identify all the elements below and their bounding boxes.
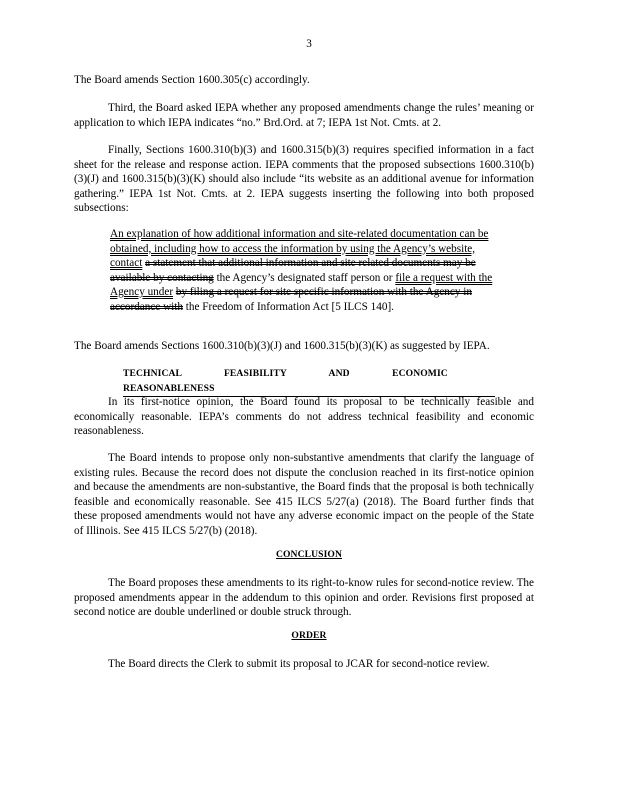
quote-inserted-text-2: file a request with the Agency under xyxy=(110,271,493,299)
paragraph-fact-sheet: Finally, Sections 1600.310(b)(3) and 1600.315(b)(3) requires specified information in a fact sheet for the release and response action. IEPA comments that the proposed subsections 1600.310(b)(3)(J) and 1600.315(b)(3)(K) should also include “its website as an additional avenue for information gathering.” IEPA 1st Not. Cmts. at 2. IEPA suggests inserting the following into both proposed subsections: xyxy=(74,144,534,215)
paragraph-first-notice: In its first-notice opinion, the Board found its proposal to be technically feasible and economically reasonable. IEPA’s comments do not address technical feasibility and economic reasonableness. xyxy=(74,396,534,438)
heading-technical-feasibility: TECHNICAL FEASIBILITY AND ECONOMIC REASONABLENESS xyxy=(0,367,618,397)
proposed-amendment-quote xyxy=(110,227,502,315)
paragraph-conclusion: The Board proposes these amendments to its right-to-know rules for second-notice review. The proposed amendments appear in the addendum to this opinion and order. Revisions first proposed at second notice are double underlined or double struck through. xyxy=(74,577,534,619)
heading-conclusion: CONCLUSION xyxy=(275,549,343,560)
quote-plain-text-1: the Agency’s designated staff person or xyxy=(216,271,393,284)
paragraph-amends-sections: The Board amends Sections 1600.310(b)(3)(J) and 1600.315(b)(3)(K) as suggested by IEPA. xyxy=(74,340,490,352)
quote-struck-text-1: a statement that additional information and site related documents may be available by contacting xyxy=(110,257,476,284)
paragraph-section-305: The Board amends Section 1600.305(c) accordingly. xyxy=(74,74,310,86)
paragraph-non-substantive: The Board intends to propose only non-substantive amendments that clarify the language of existing rules. Because the record does not dispute the conclusion reached in its first-notice opinion and because the amendments are non-substantive, the Board finds that the proposal is both technically feasible and economically reasonable. See 415 ILCS 5/27(a) (2018). The Board further finds that these proposed amendments would not have any adverse economic impact on the people of the State of Illinois. See 415 ILCS 5/27(b) (2018). xyxy=(74,452,534,537)
paragraph-order: The Board directs the Clerk to submit its proposal to JCAR for second-notice review. xyxy=(108,658,490,670)
quote-inserted-text-1: An explanation of how additional information and site-related documentation can be obtained, including how to access the information by using the Agency’s website, contact xyxy=(110,228,489,270)
quote-struck-text-2: by filing a request for site specific information with the Agency in accordance with xyxy=(110,286,472,313)
paragraph-third-point: Third, the Board asked IEPA whether any proposed amendments change the rules’ meaning or application to which IEPA indicates “no.” Brd.Ord. at 7; IEPA 1st Not. Cmts. at 2. xyxy=(74,102,534,129)
heading-order: ORDER xyxy=(291,630,327,641)
page-number: 3 xyxy=(306,38,312,50)
quote-plain-text-2: the Freedom of Information Act [5 ILCS 140]. xyxy=(185,300,394,313)
